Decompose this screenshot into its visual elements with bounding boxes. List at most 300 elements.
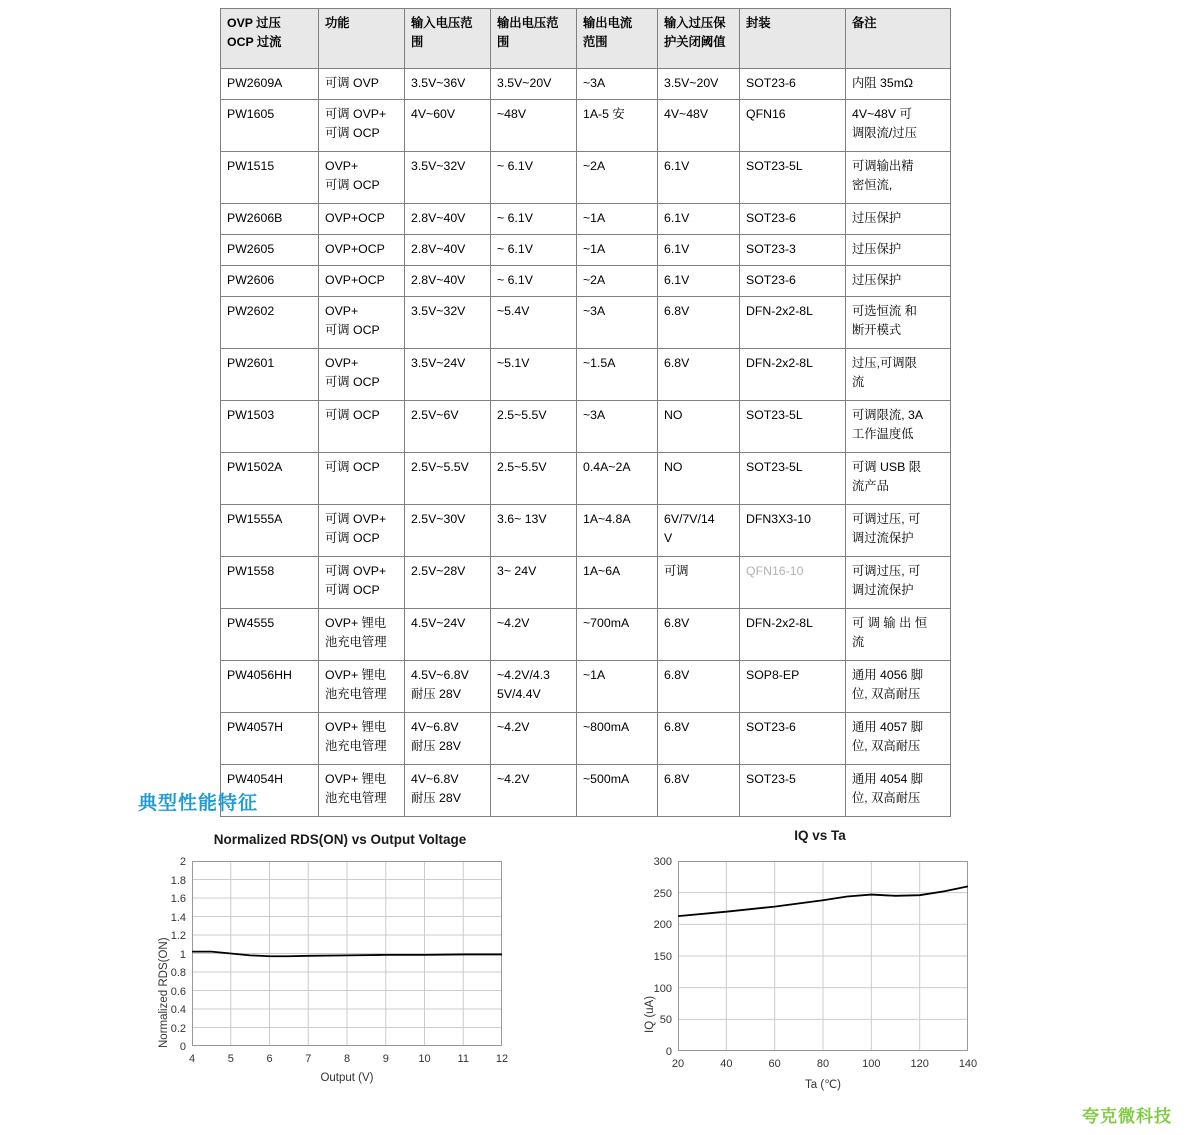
cell-line: PW1502A — [227, 460, 283, 475]
cell-line: 4V~6.8V — [411, 720, 459, 735]
header-line-2: 护关闭阈值 — [664, 35, 726, 50]
page-title: 典型性能特征 — [138, 793, 259, 814]
cell-line: 流 — [852, 635, 865, 650]
cell-line: 3~ 24V — [497, 564, 537, 579]
table-row — [221, 69, 951, 100]
table-cell — [221, 266, 319, 297]
cell-line: 可调限流, 3A — [852, 408, 924, 423]
table-cell — [319, 235, 405, 266]
cell-line: ~ 6.1V — [497, 242, 533, 257]
table-cell — [221, 661, 319, 713]
table-cell — [658, 609, 740, 661]
table-cell — [740, 69, 846, 100]
table-cell — [740, 505, 846, 557]
cell-line: ~1.5A — [583, 356, 616, 371]
cell-line: ~5.4V — [497, 304, 530, 319]
chart-canvas — [678, 861, 968, 1051]
chart-x-tick: 100 — [862, 1058, 881, 1070]
cell-line: ~ 6.1V — [497, 211, 533, 226]
cell-line: 可调过压, 可 — [852, 512, 921, 527]
cell-line: 2.8V~40V — [411, 273, 466, 288]
cell-line: 可调 OCP — [325, 583, 380, 598]
cell-line: OVP+OCP — [325, 273, 385, 288]
cell-line: 6.8V — [664, 720, 690, 735]
cell-line: 池充电管理 — [325, 791, 387, 806]
cell-line: SOT23-5L — [746, 408, 803, 423]
header-line-1: 输入过压保 — [664, 16, 726, 30]
cell-line: PW1605 — [227, 107, 275, 122]
watermark-logo: 夸克微科技 — [1082, 1107, 1172, 1126]
cell-line: 4V~48V — [664, 107, 709, 122]
table-row — [221, 453, 951, 505]
cell-line: 6.1V — [664, 273, 690, 288]
cell-line: SOP8-EP — [746, 668, 800, 683]
cell-line: OVP+ — [325, 159, 359, 174]
table-row — [221, 505, 951, 557]
table-cell — [846, 505, 951, 557]
cell-line: ~4.2V — [497, 616, 530, 631]
table-header-row — [221, 9, 951, 69]
cell-line: ~1A — [583, 668, 606, 683]
table-cell — [658, 349, 740, 401]
cell-line: ~700mA — [583, 616, 630, 631]
cell-line: SOT23-5L — [746, 460, 803, 475]
table-cell — [221, 349, 319, 401]
cell-line: 6.1V — [664, 242, 690, 257]
cell-line: SOT23-5 — [746, 772, 796, 787]
table-cell — [658, 713, 740, 765]
table-cell — [577, 297, 658, 349]
table-cell — [658, 401, 740, 453]
cell-line: 流 — [852, 375, 865, 390]
header-line-1: 输入电压范 — [411, 16, 473, 30]
cell-line: SOT23-6 — [746, 211, 796, 226]
table-cell — [319, 661, 405, 713]
table-row — [221, 266, 951, 297]
header-line-1: 输出电压范 — [497, 16, 559, 30]
cell-line: 2.5V~30V — [411, 512, 466, 527]
cell-line: 池充电管理 — [325, 687, 387, 702]
cell-line: 工作温度低 — [852, 427, 914, 442]
cell-line: NO — [664, 408, 683, 423]
cell-line: ~2A — [583, 273, 606, 288]
cell-line: OVP+ — [325, 304, 359, 319]
table-cell — [221, 69, 319, 100]
table-cell — [658, 505, 740, 557]
table-cell — [491, 100, 577, 152]
cell-line: ~1A — [583, 211, 606, 226]
table-cell — [319, 609, 405, 661]
cell-line: PW1555A — [227, 512, 283, 527]
cell-line: 4V~6.8V — [411, 772, 459, 787]
chart-y-tick: 1.6 — [170, 893, 186, 905]
cell-line: 3.5V~24V — [411, 356, 466, 371]
table-cell — [740, 401, 846, 453]
cell-line: SOT23-6 — [746, 273, 796, 288]
chart-x-tick: 11 — [457, 1053, 469, 1065]
table-cell — [491, 266, 577, 297]
cell-line: 可调 OCP — [325, 126, 380, 141]
table-cell — [740, 152, 846, 204]
table-cell — [405, 100, 491, 152]
table-cell — [491, 69, 577, 100]
table-cell — [846, 152, 951, 204]
cell-line: 可调 OCP — [325, 375, 380, 390]
table-cell — [319, 297, 405, 349]
cell-line: ~48V — [497, 107, 527, 122]
table-row — [221, 609, 951, 661]
cell-line: 1A~6A — [583, 564, 621, 579]
table-cell — [846, 401, 951, 453]
chart-y-tick: 1.2 — [170, 930, 186, 942]
chart-x-tick: 9 — [382, 1053, 389, 1065]
cell-line: OVP+ 锂电 — [325, 720, 387, 735]
cell-line: 过压保护 — [852, 211, 902, 226]
chart-x-tick: 12 — [495, 1053, 509, 1065]
table-cell — [740, 266, 846, 297]
chart-title: IQ vs Ta — [794, 828, 846, 843]
cell-line: 1A-5 安 — [583, 107, 625, 122]
cell-line: OVP+ 锂电 — [325, 616, 387, 631]
table-cell — [405, 297, 491, 349]
cell-line: 1A~4.8A — [583, 512, 631, 527]
spec-table-container — [220, 8, 950, 817]
table-cell — [405, 609, 491, 661]
table-row — [221, 100, 951, 152]
table-cell — [221, 713, 319, 765]
cell-line: 内阻 35mΩ — [852, 76, 914, 90]
chart-y-axis-label: Normalized RDS(ON) — [158, 937, 170, 1048]
table-cell — [405, 765, 491, 817]
cell-line: SOT23-6 — [746, 720, 796, 735]
cell-line: 调限流/过压 — [852, 126, 917, 141]
chart-y-tick: 0.6 — [170, 985, 186, 998]
table-cell — [846, 765, 951, 817]
table-cell — [491, 152, 577, 204]
table-cell — [846, 204, 951, 235]
cell-line: 6V/7V/14 — [664, 512, 715, 527]
cell-line: ~3A — [583, 76, 606, 90]
cell-line: 池充电管理 — [325, 739, 387, 754]
cell-line: ~500mA — [583, 772, 630, 787]
cell-line: 可调输出精 — [852, 159, 914, 174]
table-cell — [405, 453, 491, 505]
chart-x-tick: 10 — [418, 1053, 431, 1065]
table-column-header-1 — [319, 9, 405, 69]
cell-line: PW2606 — [227, 273, 275, 288]
cell-line: ~4.2V/4.3 — [497, 668, 550, 683]
chart-y-tick: 0 — [179, 1041, 186, 1053]
table-cell — [221, 609, 319, 661]
chart-plot-area — [192, 861, 502, 1046]
table-cell — [319, 266, 405, 297]
cell-line: DFN3X3-10 — [746, 512, 811, 527]
chart-x-tick: 40 — [720, 1058, 733, 1070]
cell-line: PW4555 — [227, 616, 275, 631]
table-cell — [491, 453, 577, 505]
cell-line: PW1503 — [227, 408, 275, 423]
cell-line: 6.8V — [664, 772, 690, 787]
cell-line: 可调 — [664, 564, 689, 579]
table-cell — [577, 69, 658, 100]
table-row — [221, 713, 951, 765]
table-cell — [577, 661, 658, 713]
cell-line: ~2A — [583, 159, 606, 174]
cell-line: 可调 OCP — [325, 408, 380, 423]
chart-y-tick: 50 — [659, 1014, 672, 1027]
cell-line: 可调 OVP — [325, 76, 379, 90]
table-cell — [221, 453, 319, 505]
chart-y-tick: 1.8 — [170, 874, 186, 887]
table-cell — [577, 349, 658, 401]
cell-line: PW2609A — [227, 76, 283, 90]
table-row — [221, 204, 951, 235]
table-column-header-6 — [740, 9, 846, 69]
table-cell — [491, 661, 577, 713]
table-cell — [405, 204, 491, 235]
table-cell — [221, 152, 319, 204]
table-row — [221, 401, 951, 453]
chart-y-tick: 0 — [665, 1046, 672, 1058]
table-cell — [577, 152, 658, 204]
table-cell — [740, 204, 846, 235]
chart-y-tick: 300 — [653, 856, 672, 868]
chart-x-tick: 4 — [188, 1053, 196, 1065]
cell-line: OVP+ — [325, 356, 359, 371]
cell-line: ~1A — [583, 242, 606, 257]
cell-line: 位, 双高耐压 — [852, 687, 921, 702]
cell-line: 3.5V~20V — [664, 76, 719, 90]
chart-y-tick: 0.4 — [170, 1004, 186, 1016]
table-cell — [846, 661, 951, 713]
table-cell — [405, 152, 491, 204]
cell-line: QFN16-10 — [746, 564, 804, 579]
table-row — [221, 557, 951, 609]
table-cell — [658, 453, 740, 505]
cell-line: 3.5V~20V — [497, 76, 552, 90]
cell-line: 6.8V — [664, 304, 690, 319]
table-cell — [846, 453, 951, 505]
cell-line: SOT23-3 — [746, 242, 796, 257]
cell-line: ~4.2V — [497, 772, 530, 787]
cell-line: DFN-2x2-8L — [746, 304, 813, 319]
cell-line: 可调 USB 限 — [852, 460, 922, 475]
table-cell — [491, 297, 577, 349]
table-cell — [740, 713, 846, 765]
table-cell — [405, 349, 491, 401]
table-row — [221, 765, 951, 817]
cell-line: 2.5~5.5V — [497, 408, 547, 423]
chart-y-tick: 0.8 — [170, 967, 186, 979]
table-cell — [319, 69, 405, 100]
chart-y-tick: 0.2 — [170, 1022, 186, 1035]
cell-line: 可调 OVP+ — [325, 512, 387, 527]
table-cell — [846, 297, 951, 349]
cell-line: DFN-2x2-8L — [746, 616, 813, 631]
chart-y-tick: 2 — [179, 856, 186, 868]
cell-line: 可调 OVP+ — [325, 107, 387, 122]
chart-x-axis-label: Output (V) — [320, 1072, 374, 1084]
table-cell — [846, 609, 951, 661]
table-cell — [846, 349, 951, 401]
table-cell — [577, 266, 658, 297]
table-column-header-7 — [846, 9, 951, 69]
table-cell — [740, 297, 846, 349]
table-column-header-3 — [491, 9, 577, 69]
table-cell — [577, 100, 658, 152]
cell-line: ~5.1V — [497, 356, 530, 371]
cell-line: 调过流保护 — [852, 583, 914, 598]
table-cell — [740, 609, 846, 661]
cell-line: 6.8V — [664, 616, 690, 631]
table-cell — [491, 349, 577, 401]
cell-line: PW4054H — [227, 772, 284, 787]
cell-line: 2.8V~40V — [411, 211, 466, 226]
cell-line: OVP+OCP — [325, 242, 385, 257]
cell-line: ~ 6.1V — [497, 159, 533, 174]
chart-y-tick: 1 — [179, 948, 186, 961]
cell-line: 3.5V~32V — [411, 159, 466, 174]
table-cell — [740, 453, 846, 505]
table-cell — [221, 100, 319, 152]
table-cell — [658, 765, 740, 817]
cell-line: 位, 双高耐压 — [852, 739, 921, 754]
header-line-1: 输出电流 — [583, 16, 633, 30]
cell-line: 耐压 28V — [411, 791, 461, 806]
table-cell — [491, 235, 577, 266]
cell-line: SOT23-6 — [746, 76, 796, 90]
table-cell — [846, 266, 951, 297]
cell-line: 通用 4056 脚 — [852, 668, 924, 683]
header-line-1: 封装 — [746, 16, 771, 30]
table-cell — [221, 557, 319, 609]
cell-line: 耐压 28V — [411, 687, 461, 702]
table-cell — [577, 713, 658, 765]
table-row — [221, 349, 951, 401]
cell-line: SOT23-5L — [746, 159, 803, 174]
cell-line: 通用 4057 脚 — [852, 720, 924, 735]
table-cell — [319, 152, 405, 204]
table-cell — [577, 235, 658, 266]
table-cell — [658, 204, 740, 235]
cell-line: 过压,可调限 — [852, 356, 917, 371]
table-cell — [577, 453, 658, 505]
table-cell — [405, 505, 491, 557]
spec-table — [220, 8, 951, 817]
chart-x-tick: 8 — [343, 1053, 351, 1065]
table-cell — [491, 204, 577, 235]
cell-line: V — [664, 531, 673, 546]
table-row — [221, 152, 951, 204]
chart-y-tick: 250 — [653, 887, 672, 900]
cell-line: 可调过压, 可 — [852, 564, 921, 579]
table-cell — [491, 713, 577, 765]
table-cell — [405, 557, 491, 609]
chart-y-tick: 200 — [653, 919, 672, 932]
table-cell — [577, 765, 658, 817]
cell-line: 可调 OCP — [325, 531, 380, 546]
chart-iq-vs-ta — [620, 828, 1020, 1091]
cell-line: PW1558 — [227, 564, 275, 579]
cell-line: PW2602 — [227, 304, 275, 319]
cell-line: 4.5V~6.8V — [411, 668, 469, 683]
cell-line: 6.8V — [664, 356, 690, 371]
cell-line: 过压保护 — [852, 273, 902, 288]
cell-line: 可选恒流 和 — [852, 304, 917, 319]
cell-line: 6.8V — [664, 668, 690, 683]
table-cell — [658, 661, 740, 713]
table-cell — [221, 235, 319, 266]
cell-line: 可调 OCP — [325, 178, 380, 193]
table-cell — [405, 713, 491, 765]
cell-line: PW2601 — [227, 356, 275, 371]
table-cell — [740, 661, 846, 713]
cell-line: 2.5~5.5V — [497, 460, 547, 475]
cell-line: ~3A — [583, 304, 606, 319]
chart-x-tick: 120 — [910, 1058, 929, 1070]
table-header — [221, 9, 951, 69]
table-cell — [658, 69, 740, 100]
table-cell — [319, 349, 405, 401]
table-cell — [740, 349, 846, 401]
table-cell — [846, 100, 951, 152]
cell-line: QFN16 — [746, 107, 786, 122]
header-line-2: 围 — [411, 35, 424, 50]
cell-line: PW2606B — [227, 211, 283, 226]
cell-line: 可调 OVP+ — [325, 564, 387, 579]
cell-line: 2.5V~5.5V — [411, 460, 469, 475]
cell-line: ~3A — [583, 408, 606, 423]
table-cell — [740, 235, 846, 266]
cell-line: ~800mA — [583, 720, 630, 735]
table-cell — [846, 713, 951, 765]
table-column-header-2 — [405, 9, 491, 69]
table-cell — [658, 100, 740, 152]
cell-line: ~4.2V — [497, 720, 530, 735]
table-cell — [491, 505, 577, 557]
header-line-2: 范围 — [583, 35, 608, 50]
cell-line: 可 调 输 出 恒 — [852, 616, 928, 631]
header-line-1: 功能 — [325, 16, 350, 30]
cell-line: NO — [664, 460, 683, 475]
cell-line: 可调 OCP — [325, 460, 380, 475]
table-cell — [577, 204, 658, 235]
chart-x-tick: 20 — [671, 1058, 685, 1070]
chart-y-tick: 100 — [653, 982, 672, 995]
chart-y-tick: 1.4 — [170, 911, 186, 924]
table-cell — [658, 297, 740, 349]
table-cell — [658, 152, 740, 204]
chart-x-axis-label: Ta (℃) — [805, 1079, 841, 1091]
cell-line: ~ 6.1V — [497, 273, 533, 288]
chart-canvas — [192, 861, 502, 1046]
table-cell — [658, 266, 740, 297]
cell-line: 位, 双高耐压 — [852, 791, 921, 806]
cell-line: 耐压 28V — [411, 739, 461, 754]
table-cell — [405, 69, 491, 100]
cell-line: 通用 4054 脚 — [852, 772, 924, 787]
chart-normalized-rds — [130, 832, 550, 1084]
cell-line: 3.5V~32V — [411, 304, 466, 319]
cell-line: 池充电管理 — [325, 635, 387, 650]
table-cell — [405, 401, 491, 453]
cell-line: 过压保护 — [852, 242, 902, 257]
cell-line: 密恒流, — [852, 178, 893, 193]
header-line-1: OVP 过压 — [227, 16, 281, 30]
cell-line: 6.1V — [664, 211, 690, 226]
table-cell — [221, 204, 319, 235]
table-cell — [577, 609, 658, 661]
